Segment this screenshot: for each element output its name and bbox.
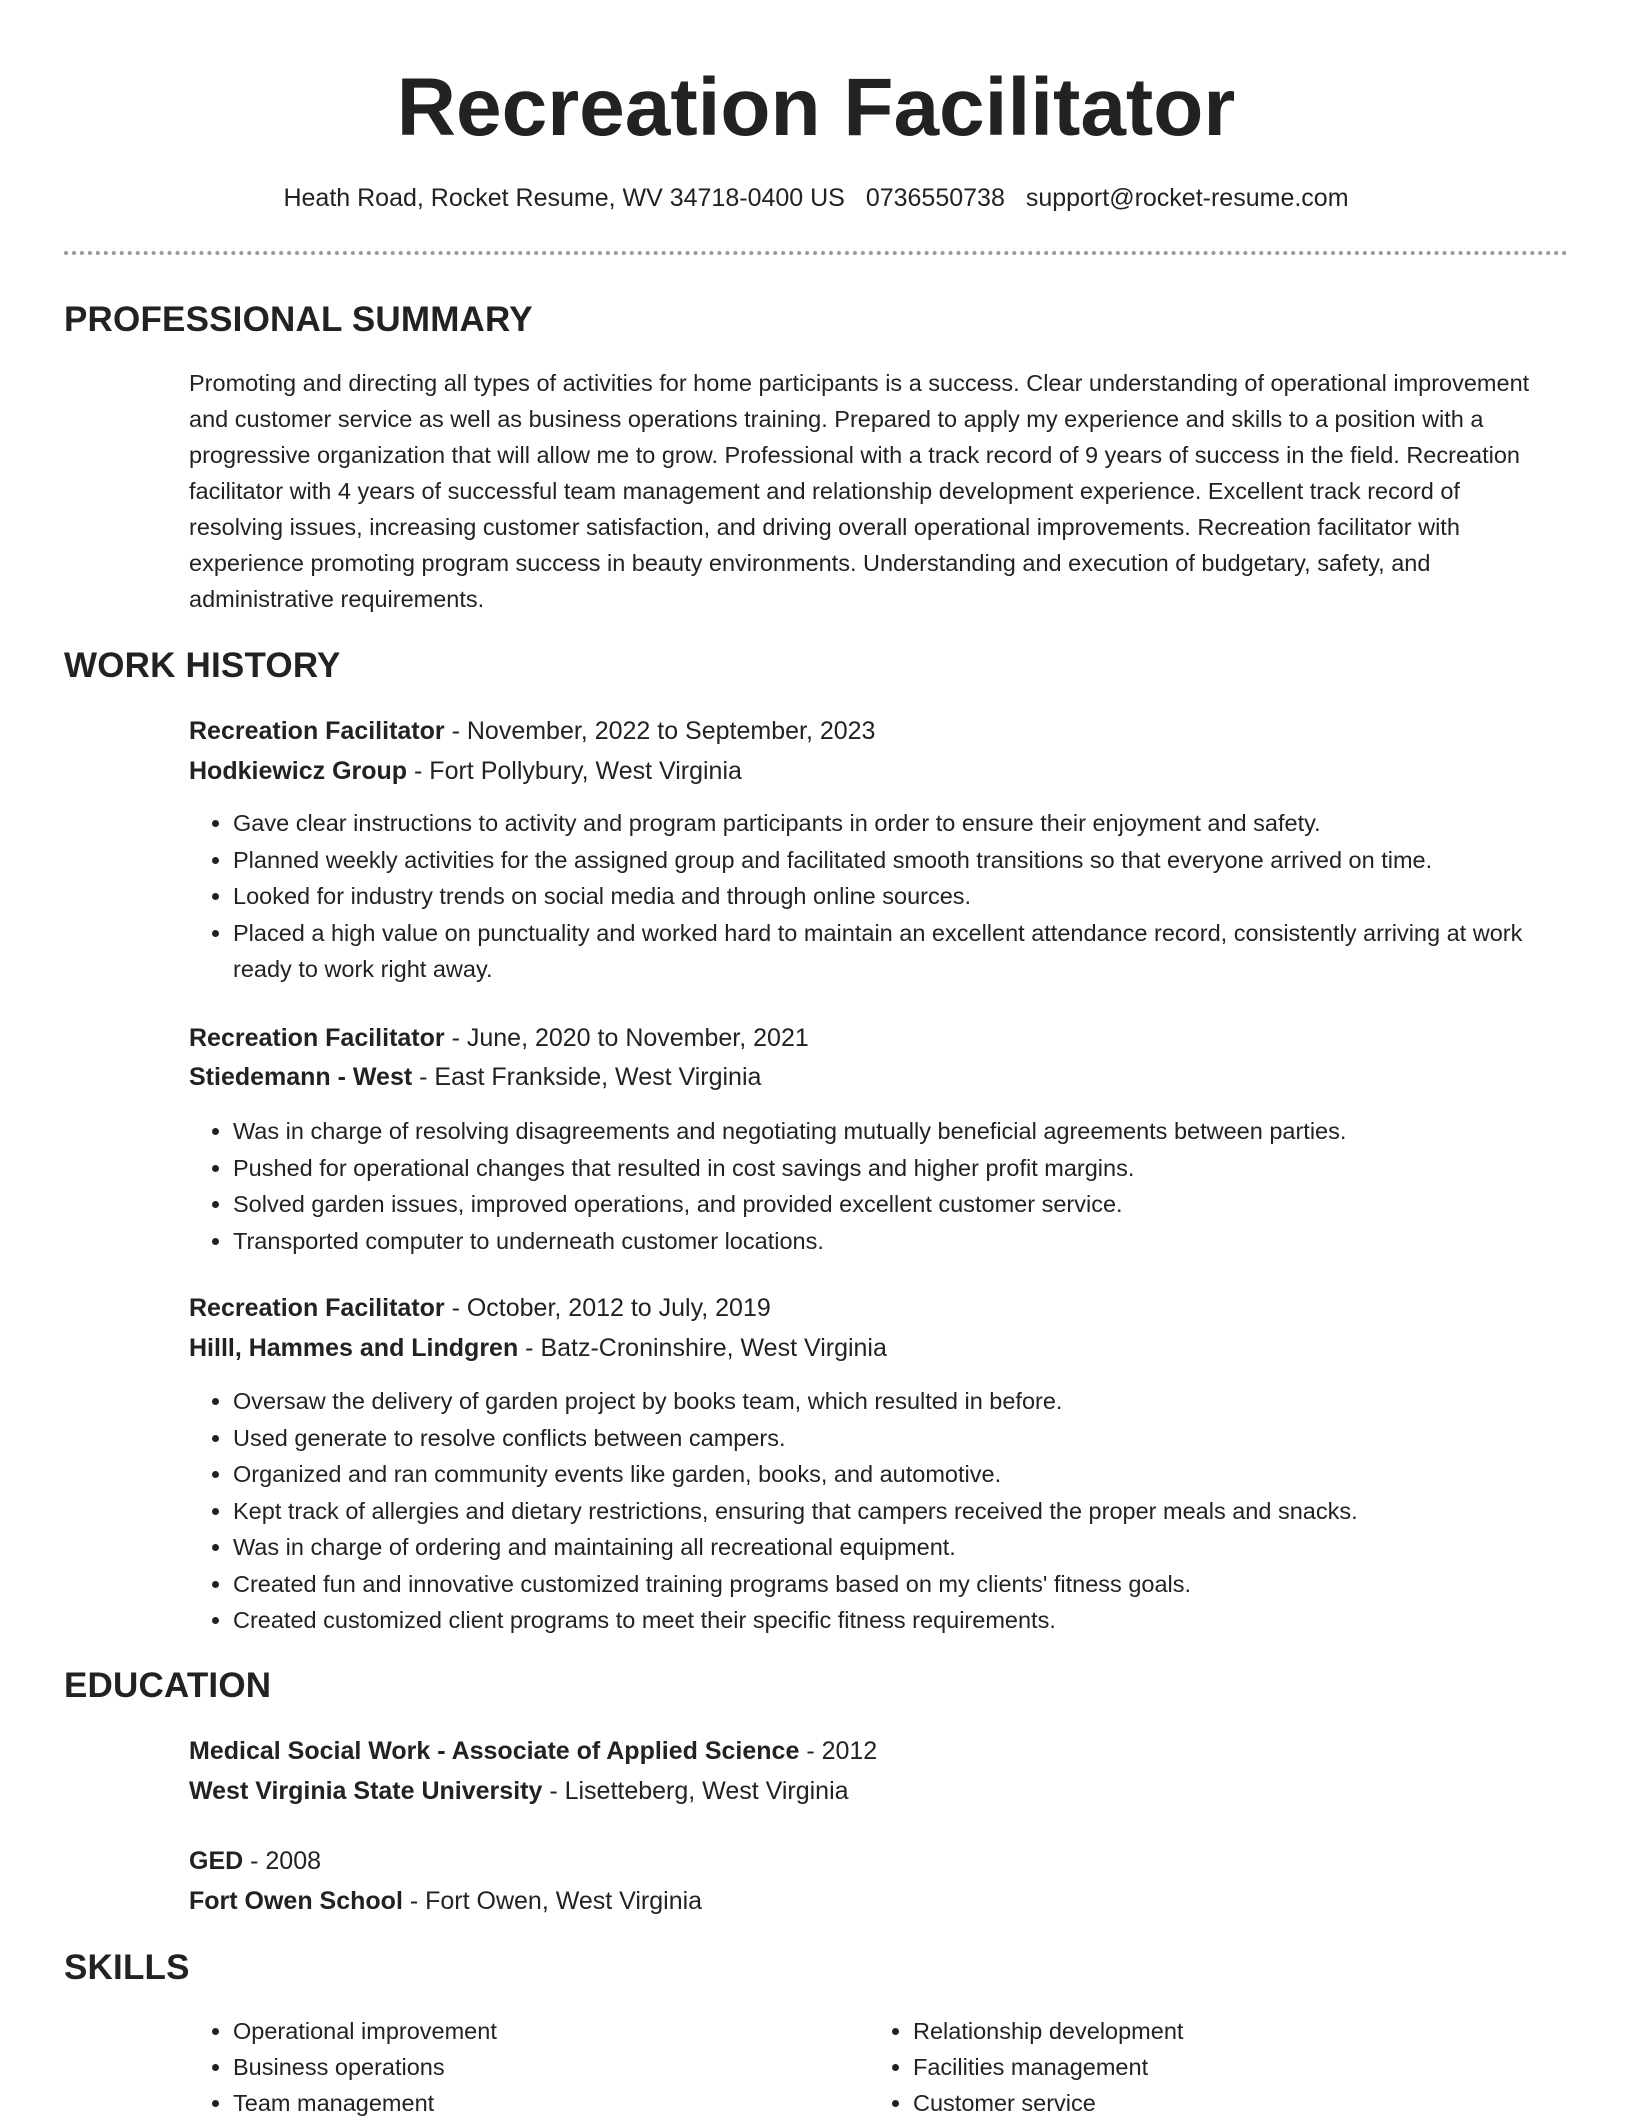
list-item: • Created fun and innovative customized training programs based on my clients' fitness goals. — [233, 1566, 1569, 1603]
skills-list-left — [189, 2013, 829, 2121]
job-title-line — [189, 1288, 771, 1328]
job-title: Recreation Facilitator — [189, 717, 445, 745]
skill-item: • Facilities management — [913, 2049, 1509, 2085]
resume-name: Recreation Facilitator — [396, 62, 1236, 153]
job-dates: - November, 2022 to September, 2023 — [444, 717, 876, 745]
list-item: • Kept track of allergies and dietary restrictions, ensuring that campers received the proper meals and snacks. — [233, 1493, 1569, 1530]
list-item: • Looked for industry trends on social media and through online sources. — [233, 878, 1569, 915]
list-item: • Solved garden issues, improved operations, and provided excellent customer service. — [233, 1186, 1569, 1223]
education-school-line — [189, 1771, 849, 1811]
job-location: - East Frankside, West Virginia — [412, 1063, 762, 1091]
education-location: - Fort Owen, West Virginia — [402, 1887, 703, 1915]
education-school-line — [189, 1881, 702, 1921]
header-divider — [64, 251, 1568, 255]
section-title-education: EDUCATION — [64, 1666, 272, 1705]
section-title-skills: SKILLS — [64, 1948, 190, 1987]
list-item: • Was in charge of ordering and maintaining all recreational equipment. — [233, 1529, 1569, 1566]
job-company-line — [189, 751, 742, 791]
contact-address: Heath Road, Rocket Resume, WV 34718-0400 US — [283, 184, 845, 212]
contact-email: support@rocket-resume.com — [1025, 184, 1349, 212]
job-bullets — [189, 805, 1569, 988]
job-company: Hodkiewicz Group — [189, 757, 408, 785]
summary-text: Promoting and directing all types of activities for home participants is a success. Clear understanding of operational improvement and customer service as well as business operations training. Prepared to apply my experience and skills to a position with a progressive organization that will allow me to grow. Professional with a track record of 9 years of success in the field. Recreation facilitator with 4 years of successful team management and relationship development experience. Excellent track record of resolving issues, increasing customer satisfaction, and driving overall operational improvements. Recreation facilitator with experience promoting program success in beauty environments. Understanding and execution of budgetary, safety, and administrative requirements. — [189, 370, 1530, 612]
education-year: - 2012 — [799, 1737, 878, 1765]
section-title-summary: PROFESSIONAL SUMMARY — [64, 300, 533, 339]
education-degree: GED — [189, 1847, 244, 1875]
job-location: - Batz-Croninshire, West Virginia — [518, 1334, 887, 1362]
skill-item: • Customer service — [913, 2085, 1509, 2121]
job-dates: - June, 2020 to November, 2021 — [444, 1024, 809, 1052]
section-title-work-history: WORK HISTORY — [64, 646, 341, 685]
education-degree-line — [189, 1731, 877, 1771]
contact-line — [0, 178, 1632, 218]
education-degree-line — [189, 1841, 321, 1881]
list-item: • Pushed for operational changes that resulted in cost savings and higher profit margins. — [233, 1150, 1569, 1187]
job-company-line — [189, 1328, 887, 1368]
education-school: West Virginia State University — [189, 1777, 543, 1805]
list-item: • Created customized client programs to meet their specific fitness requirements. — [233, 1602, 1569, 1639]
job-company: Stiedemann - West — [189, 1063, 413, 1091]
skills-list-right — [869, 2013, 1509, 2121]
list-item: • Was in charge of resolving disagreements and negotiating mutually beneficial agreements between parties. — [233, 1113, 1569, 1150]
skill-item: • Business operations — [233, 2049, 829, 2085]
job-title: Recreation Facilitator — [189, 1024, 445, 1052]
education-year: - 2008 — [243, 1847, 322, 1875]
job-dates: - October, 2012 to July, 2019 — [444, 1294, 771, 1322]
list-item: • Organized and ran community events like garden, books, and automotive. — [233, 1456, 1569, 1493]
job-title: Recreation Facilitator — [189, 1294, 445, 1322]
list-item: • Oversaw the delivery of garden project by books team, which resulted in before. — [233, 1383, 1569, 1420]
list-item: • Placed a high value on punctuality and worked hard to maintain an excellent attendance record, consistently arriving at work ready to work right away. — [233, 915, 1569, 988]
list-item: • Gave clear instructions to activity and program participants in order to ensure their enjoyment and safety. — [233, 805, 1569, 842]
job-title-line — [189, 711, 875, 751]
education-degree: Medical Social Work - Associate of Applied Science — [189, 1737, 800, 1765]
job-company: Hilll, Hammes and Lindgren — [189, 1334, 519, 1362]
education-location: - Lisetteberg, West Virginia — [542, 1777, 849, 1805]
job-company-line — [189, 1057, 761, 1097]
education-school: Fort Owen School — [189, 1887, 403, 1915]
skill-item: • Team management — [233, 2085, 829, 2121]
job-title-line — [189, 1018, 809, 1058]
job-location: - Fort Pollybury, West Virginia — [407, 757, 742, 785]
list-item: • Planned weekly activities for the assigned group and facilitated smooth transitions so that everyone arrived on time. — [233, 842, 1569, 879]
job-bullets — [189, 1113, 1569, 1259]
skill-item: • Relationship development — [913, 2013, 1509, 2049]
job-bullets — [189, 1383, 1569, 1639]
list-item: • Used generate to resolve conflicts between campers. — [233, 1420, 1569, 1457]
contact-phone: 0736550738 — [865, 184, 1005, 212]
skill-item: • Operational improvement — [233, 2013, 829, 2049]
list-item: • Transported computer to underneath customer locations. — [233, 1223, 1569, 1260]
